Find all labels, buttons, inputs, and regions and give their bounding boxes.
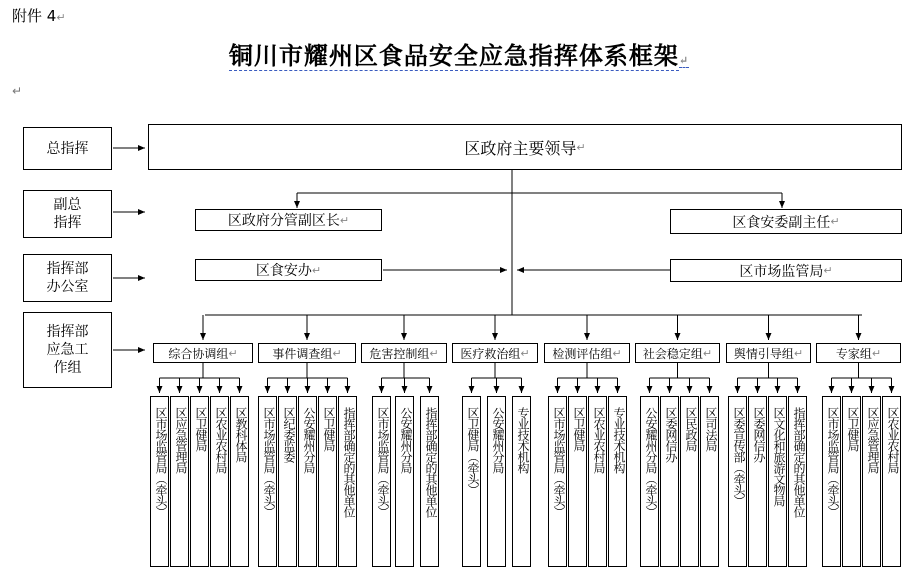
- group-3: 危害控制组 ↵: [361, 343, 447, 363]
- label-command-office: 指挥部 办公室: [23, 254, 112, 302]
- node-food-safety-office: 区食安办 ↵: [195, 259, 382, 281]
- group-4: 医疗救治组 ↵: [452, 343, 538, 363]
- group-5: 检测评估组 ↵: [544, 343, 630, 363]
- member-8-3: 区应急管理局: [862, 396, 881, 567]
- member-2-4: 区卫健局: [318, 396, 337, 567]
- member-5-1: 区市场监管局（牵头）: [548, 396, 567, 567]
- member-6-1: 公安耀州分局（牵头）: [640, 396, 659, 567]
- member-6-4: 区司法局: [700, 396, 719, 567]
- member-1-1: 区市场监管局（牵头）: [150, 396, 169, 567]
- member-4-1: 区卫健局（牵头）: [462, 396, 481, 567]
- group-8: 专家组 ↵: [816, 343, 901, 363]
- group-1: 综合协调组 ↵: [153, 343, 253, 363]
- group-7: 舆情引导组 ↵: [726, 343, 811, 363]
- member-7-1: 区委宣传部（牵头）: [728, 396, 747, 567]
- member-2-3: 公安耀州分局: [298, 396, 317, 567]
- member-7-2: 区委网信办: [748, 396, 767, 567]
- page-title: 铜川市耀州区食品安全应急指挥体系框架↵: [228, 41, 690, 70]
- member-2-1: 区市场监管局（牵头）: [258, 396, 277, 567]
- label-commander: 总指挥: [23, 127, 112, 170]
- node-market-supervision-bureau: 区市场监管局 ↵: [670, 259, 902, 282]
- member-3-3: 指挥部确定的其他单位: [420, 396, 439, 567]
- group-2: 事件调查组 ↵: [258, 343, 356, 363]
- member-8-1: 区市场监管局（牵头）: [822, 396, 841, 567]
- member-5-4: 专业技术机构: [608, 396, 627, 567]
- member-1-5: 区教科体局: [230, 396, 249, 567]
- node-food-safety-committee-vice: 区食安委副主任 ↵: [670, 209, 902, 234]
- member-2-2: 区纪委监委: [278, 396, 297, 567]
- attachment-label: 附件 4↵: [12, 7, 66, 25]
- member-1-3: 区卫健局: [190, 396, 209, 567]
- node-district-government-leader: 区政府主要领导 ↵: [148, 124, 902, 170]
- member-4-2: 公安耀州分局: [487, 396, 506, 567]
- member-7-4: 指挥部确定的其他单位: [788, 396, 807, 567]
- member-3-1: 区市场监管局（牵头）: [372, 396, 391, 567]
- member-7-3: 区文化和旅游文物局: [768, 396, 787, 567]
- member-3-2: 公安耀州分局: [395, 396, 414, 567]
- member-5-2: 区卫健局: [568, 396, 587, 567]
- member-1-4: 区农业农村局: [210, 396, 229, 567]
- node-deputy-district-head: 区政府分管副区长 ↵: [195, 209, 382, 231]
- member-5-3: 区农业农村局: [588, 396, 607, 567]
- member-8-2: 区卫健局: [842, 396, 861, 567]
- group-6: 社会稳定组 ↵: [635, 343, 720, 363]
- paragraph-mark: ↵: [12, 84, 23, 98]
- member-4-3: 专业技术机构: [512, 396, 531, 567]
- member-8-4: 区农业农村局: [882, 396, 901, 567]
- member-1-2: 区应急管理局: [170, 396, 189, 567]
- label-deputy-commander: 副总 指挥: [23, 190, 112, 238]
- member-2-5: 指挥部确定的其他单位: [338, 396, 357, 567]
- member-6-3: 区民政局: [680, 396, 699, 567]
- label-emergency-groups: 指挥部 应急工 作组: [23, 312, 112, 388]
- member-6-2: 区委网信办: [660, 396, 679, 567]
